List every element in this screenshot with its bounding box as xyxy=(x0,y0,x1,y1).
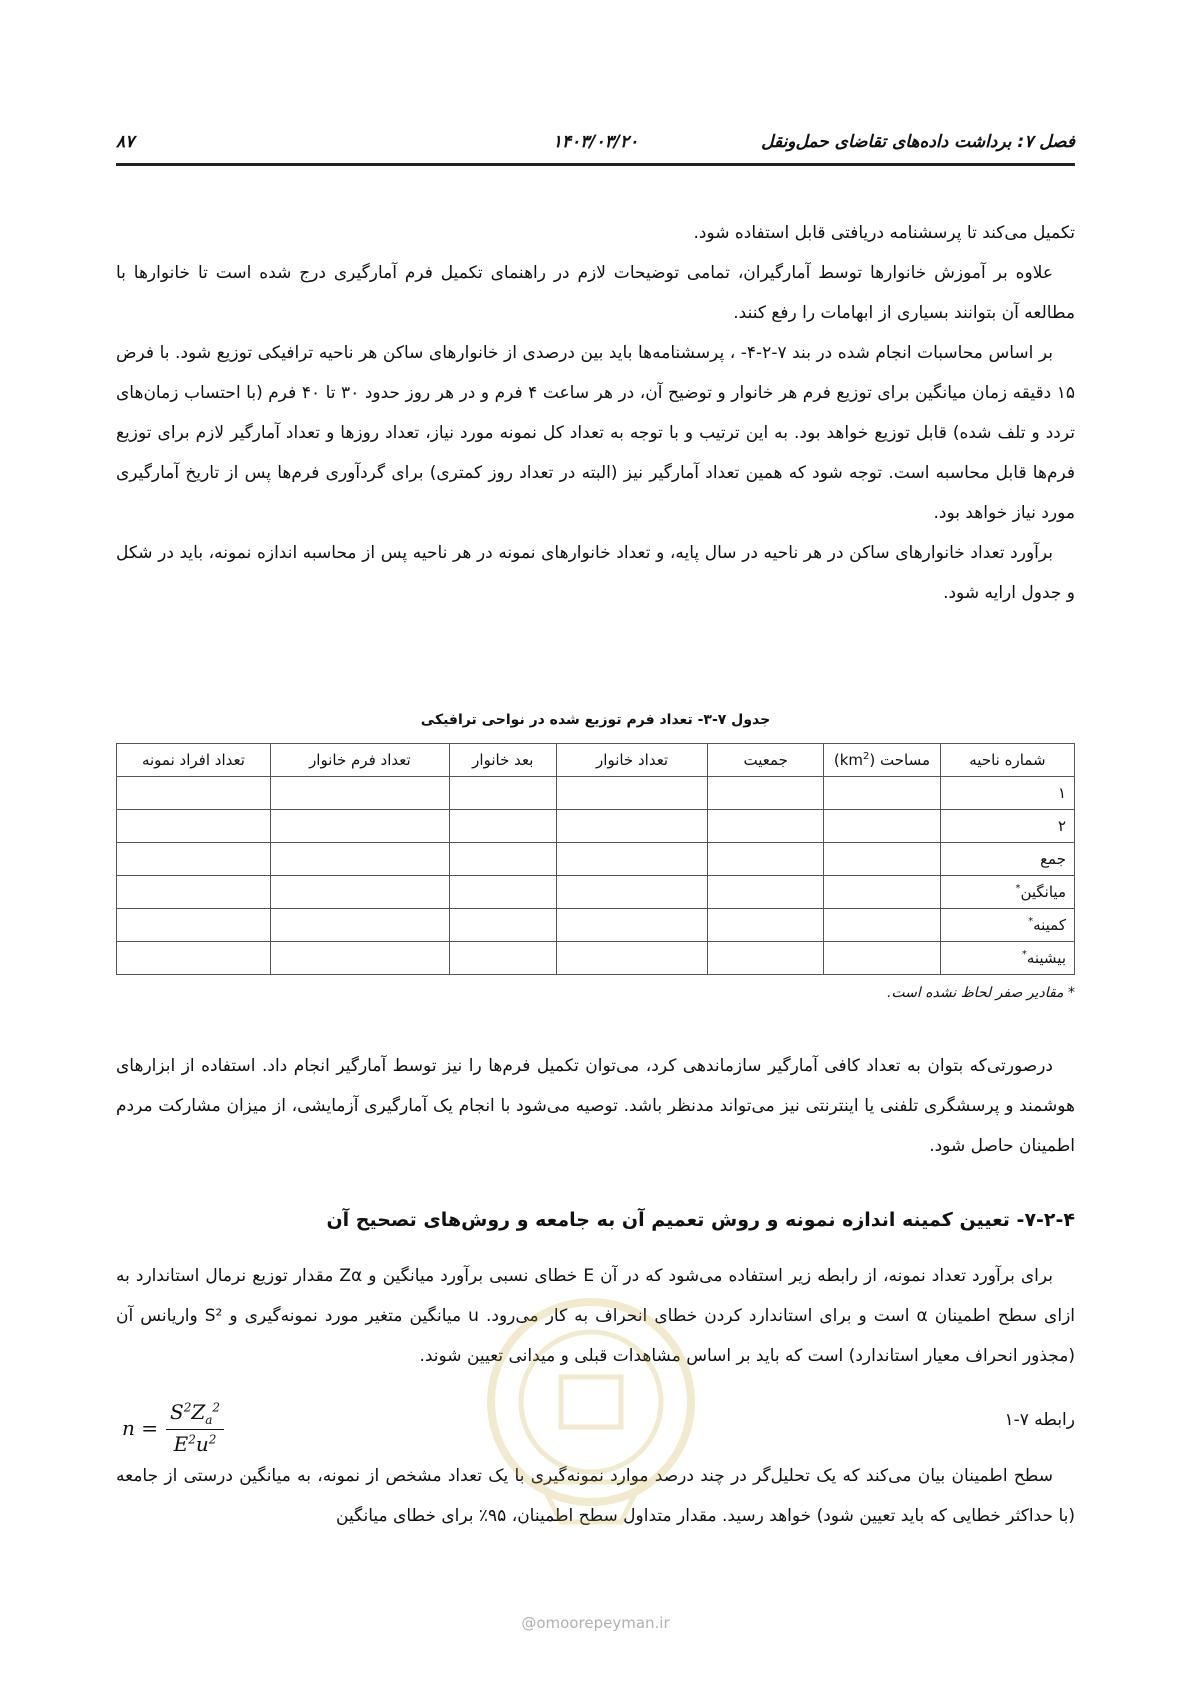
header-sample-persons: تعداد افراد نمونه xyxy=(117,744,271,777)
header-population: جمعیت xyxy=(708,744,824,777)
header-zone: شماره ناحیه xyxy=(940,744,1074,777)
table-row xyxy=(117,909,1075,942)
paragraph: سطح اطمینان بیان می‌کند که یک تحلیل‌گر در چند درصد موارد نمونه‌گیری با یک تعداد مشخص از نمونه، به میانگین درستی از جامعه (با حداکثر خطایی که باید تعیین شود) خواهد رسید. مقدار متداول سطح اطمینان، ۹۵٪ برای خطای میانگین xyxy=(116,1466,1075,1526)
row-label: جمع xyxy=(940,843,1074,876)
row-label: ۱ xyxy=(940,777,1074,810)
row-label: میانگین* xyxy=(940,876,1074,909)
row-label: بیشینه* xyxy=(940,942,1074,975)
paragraph: برای برآورد تعداد نمونه، از رابطه زیر استفاده می‌شود که در آن E خطای نسبی برآورد میانگین و Zα مقدار توزیع نرمال استاندارد به ازای سطح اطمینان α است و برای استاندارد کردن خطای انحراف به کار می‌رود. u میانگین متغیر مورد نمونه‌گیری و S² واریانس آن (مجذور انحراف معیار استاندارد) است که باید بر اساس مشاهدات قبلی و میدانی تعیین شوند. xyxy=(116,1266,1075,1366)
header-area: مساحت $(km^2)$ xyxy=(824,744,941,777)
header-household-forms: تعداد فرم خانوار xyxy=(270,744,449,777)
sample-size-formula xyxy=(122,1400,224,1456)
formula-lhs: n = xyxy=(122,1416,158,1440)
text-block-formula-intro xyxy=(116,1256,1075,1376)
page-header xyxy=(116,128,1075,156)
header-households: تعداد خانوار xyxy=(556,744,708,777)
table-header-row xyxy=(117,744,1075,777)
table-row xyxy=(117,777,1075,810)
table-row xyxy=(117,876,1075,909)
table-row xyxy=(117,810,1075,843)
chapter-title: فصل ۷: برداشت داده‌های تقاضای حمل‌ونقل xyxy=(761,132,1075,152)
paragraph: تکمیل می‌کند تا پرسشنامه دریافتی قابل استفاده شود. xyxy=(693,223,1075,243)
table-row xyxy=(117,942,1075,975)
row-label: ۲ xyxy=(940,810,1074,843)
formula-denominator: $E^2u^2$ xyxy=(173,1432,217,1456)
text-block-mid xyxy=(116,1046,1075,1166)
formula-fraction xyxy=(166,1400,224,1456)
header-household-size: بعد خانوار xyxy=(449,744,556,777)
paragraph: بر اساس محاسبات انجام شده در بند ۷-۲-۴- ، پرسشنامه‌ها باید بین درصدی از خانوارهای ساکن هر ناحیه ترافیکی توزیع شود. با فرض ۱۵ دقیقه زمان میانگین برای توزیع فرم هر خانوار و توضیح آن، در هر ساعت ۴ فرم و در هر روز حدود ۳۰ تا ۴۰ فرم (با احتساب زمان‌های تردد و تلف شده) قابل توزیع خواهد بود. به این ترتیب و با توجه به تعداد کل نمونه مورد نیاز، تعداد روزها و تعداد آمارگیر لازم برای توزیع فرم‌ها قابل محاسبه است. توجه شود که همین تعداد آمارگیر نیز (البته در تعداد روز کمتری) برای گردآوری فرم‌ها پس از تاریخ آمارگیری مورد نیاز خواهد بود. xyxy=(116,343,1075,523)
table-caption: جدول ۷-۳- تعداد فرم توزیع شده در نواحی ترافیکی xyxy=(420,712,771,728)
paragraph: برآورد تعداد خانوارهای ساکن در هر ناحیه در سال پایه، و تعداد خانوارهای نمونه در هر ناحیه پس از محاسبه اندازه نمونه، باید در شکل و جدول ارایه شود. xyxy=(116,543,1075,603)
text-block-top xyxy=(116,213,1075,613)
header-date: ۱۴۰۳/۰۳/۲۰ xyxy=(552,132,639,152)
table-footnote: * مقادیر صفر لحاظ نشده است. xyxy=(886,985,1075,1001)
text-block-bottom xyxy=(116,1456,1075,1536)
paragraph: درصورتی‌که بتوان به تعداد کافی آمارگیر سازماندهی کرد، می‌توان تکمیل فرم‌ها را نیز توسط آمارگیر انجام داد. استفاده از ابزارهای هوشمند و پرسشگری تلفنی یا اینترنتی نیز می‌تواند مدنظر باشد. توصیه می‌شود با انجام یک آمارگیری آزمایشی، از میزان مشارکت مردم اطمینان حاصل شود. xyxy=(116,1056,1075,1156)
watermark-site: @omoorepeyman.ir xyxy=(521,1614,670,1632)
header-divider xyxy=(116,163,1075,166)
formula-label: رابطه ۷-۱ xyxy=(1004,1410,1075,1430)
table-row xyxy=(117,843,1075,876)
page-number: ۸۷ xyxy=(116,132,135,152)
section-heading: ۷-۲-۴- تعیین کمینه اندازه نمونه و روش تعمیم آن به جامعه و روش‌های تصحیح آن xyxy=(326,1209,1075,1231)
formula-numerator: $S^2Z_a^2$ xyxy=(166,1400,224,1430)
row-label: کمینه* xyxy=(940,909,1074,942)
zones-table xyxy=(116,743,1075,975)
paragraph: علاوه بر آموزش خانوارها توسط آمارگیران، تمامی توضیحات لازم در راهنمای تکمیل فرم آمارگیری درج شده است تا خانوارها با مطالعه آن بتوانند بسیاری از ابهامات را رفع کنند. xyxy=(116,263,1075,323)
